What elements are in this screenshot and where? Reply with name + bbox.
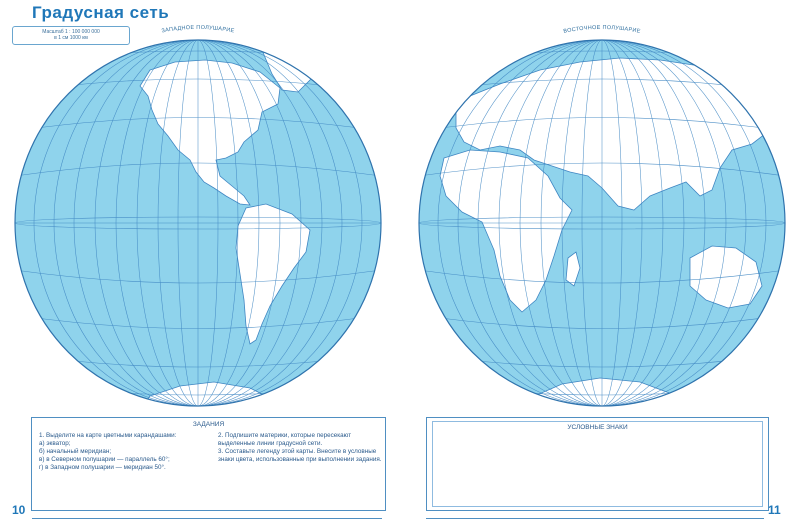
task-line: 2. Подпишите материки, которые пересекают выделенные линии градусной сети. <box>218 432 352 447</box>
eastern-hemisphere-label: ВОСТОЧНОЕ ПОЛУШАРИЕ <box>562 24 642 35</box>
task-line: 3. Составьте легенду этой карты. Внесите в условные знаки цвета, использованные при выполнении задания. <box>218 448 382 463</box>
tasks-right-column <box>218 432 383 464</box>
task-line: 1. Выделите на карте цветными карандашами: <box>39 432 177 439</box>
scale-description: в 1 см 1000 км <box>54 35 88 41</box>
task-line: б) начальный меридиан; <box>39 448 112 455</box>
footer-rule-right <box>426 518 764 519</box>
task-line: г) в Западном полушарии — меридиан 50°. <box>39 464 166 471</box>
eastern-hemisphere-map <box>419 25 785 410</box>
page-number-right: 11 <box>768 503 781 517</box>
legend-frame <box>432 421 763 507</box>
page-number-left: 10 <box>12 503 26 517</box>
tasks-left-column <box>39 432 209 472</box>
footer-rule-left <box>32 518 382 519</box>
task-line: а) экватор; <box>39 440 71 447</box>
tasks-box <box>31 417 386 511</box>
tasks-title: ЗАДАНИЯ <box>192 421 225 428</box>
legend-title: УСЛОВНЫЕ ЗНАКИ <box>567 424 628 431</box>
task-line: в) в Северном полушарии — параллель 60°; <box>39 456 170 463</box>
legend-box <box>426 417 769 511</box>
page-title: Градусная сеть <box>32 3 170 22</box>
scale-ratio: Масштаб 1 : 100 000 000 <box>42 29 100 35</box>
western-hemisphere-label: ЗАПАДНОЕ ПОЛУШАРИЕ <box>161 24 235 35</box>
western-hemisphere-map <box>15 25 381 410</box>
